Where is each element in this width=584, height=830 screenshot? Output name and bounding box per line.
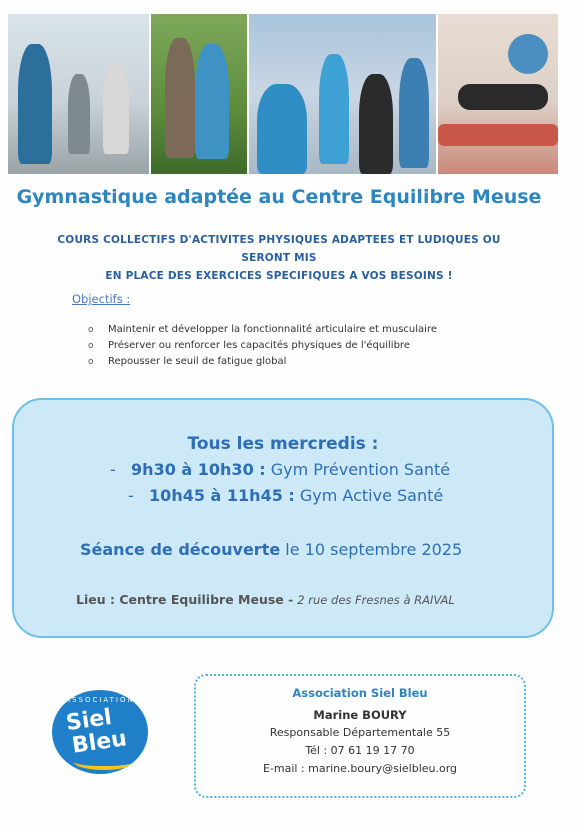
objective-text: Repousser le seuil de fatigue global xyxy=(108,356,287,367)
objective-text: Préserver ou renforcer les capacités physiques de l'équilibre xyxy=(108,340,410,351)
photo-floor-exercise xyxy=(438,14,558,174)
objective-text: Maintenir et développer la fonctionnalité articulaire et musculaire xyxy=(108,324,437,335)
contact-phone: Tél : 07 61 19 17 70 xyxy=(305,744,415,757)
schedule-heading: Tous les mercredis : xyxy=(187,434,379,454)
list-item xyxy=(88,322,437,338)
list-item xyxy=(88,354,437,370)
objectives-list xyxy=(88,322,437,370)
photo-banner xyxy=(8,14,558,174)
session-time: 9h30 à 10h30 : xyxy=(131,460,266,479)
objectives-heading: Objectifs : xyxy=(72,292,131,306)
siel-bleu-logo xyxy=(52,690,148,774)
contact-organization: Association Siel Bleu xyxy=(292,686,428,700)
bullet-icon: o xyxy=(88,357,94,367)
discovery-line xyxy=(80,540,462,559)
session-name: Gym Prévention Santé xyxy=(270,460,451,479)
contact-person: Marine BOURY xyxy=(313,708,407,722)
logo-name-line-2: Bleu xyxy=(70,726,129,759)
session-time: 10h45 à 11h45 : xyxy=(149,486,295,505)
logo-name-line-1: Siel xyxy=(64,704,114,737)
place-label: Lieu : Centre Equilibre Meuse - xyxy=(76,592,294,607)
discovery-date: le 10 septembre 2025 xyxy=(285,540,463,559)
photo-nordic-walking xyxy=(151,14,247,174)
contact-role: Responsable Départementale 55 xyxy=(269,726,451,739)
session-line xyxy=(128,486,443,505)
page-title: Gymnastique adaptée au Centre Equilibre Meuse xyxy=(16,186,542,208)
subtitle-line-2: EN PLACE DES EXERCICES SPECIFIQUES A VOS BESOINS ! xyxy=(105,270,453,282)
place-address: 2 rue des Fresnes à RAIVAL xyxy=(297,593,455,607)
contact-box xyxy=(194,674,526,798)
list-item xyxy=(88,338,437,354)
session-dash: - xyxy=(110,460,116,479)
photo-stretching-class xyxy=(249,14,436,174)
schedule-box xyxy=(12,398,554,638)
place-line xyxy=(76,592,455,607)
subtitle-line-1: COURS COLLECTIFS D'ACTIVITES PHYSIQUES ADAPTEES ET LUDIQUES OU SERONT MIS xyxy=(57,234,501,264)
session-dash: - xyxy=(128,486,134,505)
session-line xyxy=(110,460,450,479)
photo-gym-class xyxy=(8,14,149,174)
bullet-icon: o xyxy=(88,325,94,335)
bullet-icon: o xyxy=(88,341,94,351)
discovery-label: Séance de découverte xyxy=(80,540,281,559)
contact-email: E-mail : marine.boury@sielbleu.org xyxy=(262,762,458,775)
logo-swoosh-icon xyxy=(74,754,134,770)
session-name: Gym Active Santé xyxy=(299,486,444,505)
subtitle xyxy=(40,231,518,285)
logo-ring-text: ASSOCIATION xyxy=(65,696,135,704)
